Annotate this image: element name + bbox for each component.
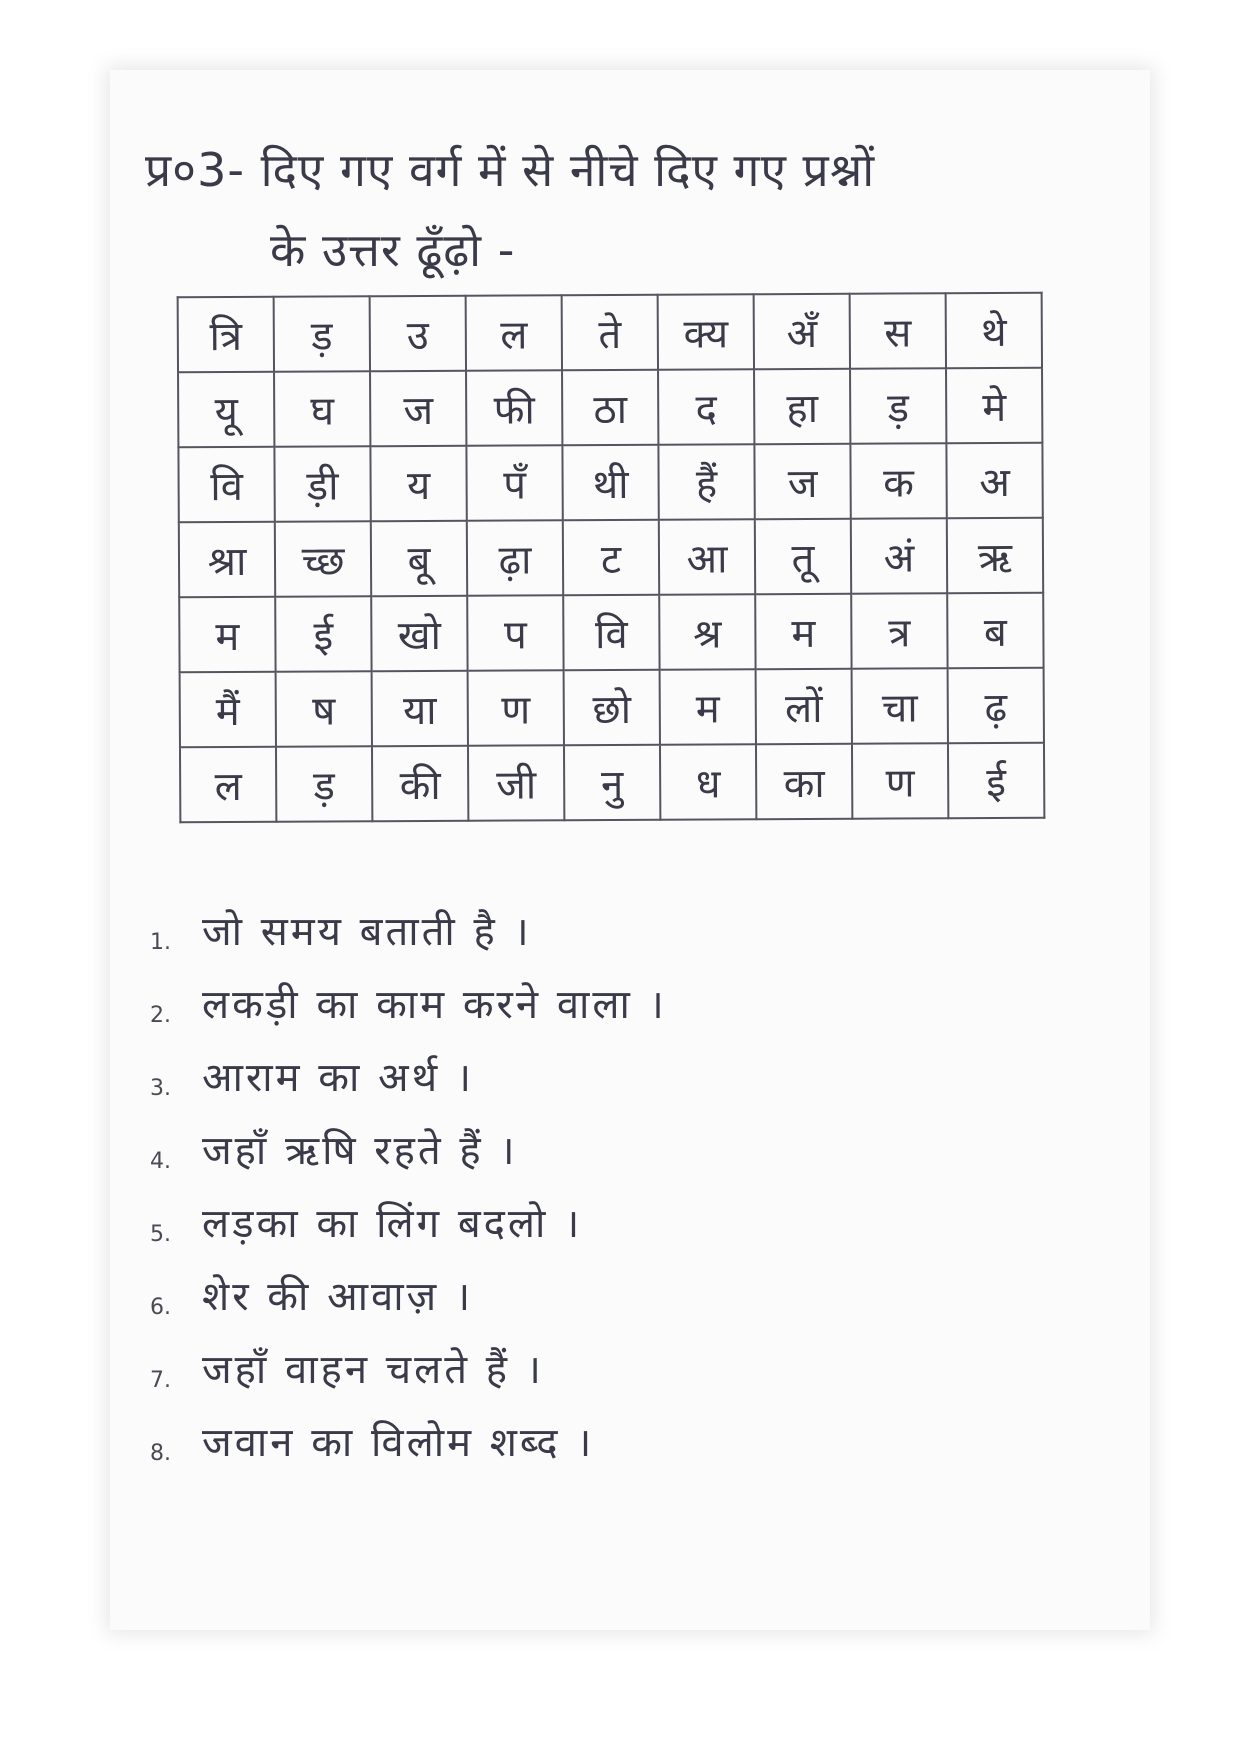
grid-cell: पँ (466, 445, 562, 521)
grid-cell: म (660, 669, 756, 745)
grid-cell: छो (564, 670, 660, 746)
grid-cell: म (179, 597, 275, 673)
question-number: 5. (150, 1222, 171, 1247)
grid-cell: ध (660, 744, 756, 820)
question-text: जो समय बताती है । (202, 909, 532, 955)
grid-cell: मे (946, 368, 1042, 444)
grid-cell: ढ़ा (467, 520, 563, 596)
grid-cell: क (850, 443, 946, 519)
grid-row (178, 293, 1042, 373)
grid-cell: ड़ी (274, 446, 370, 522)
grid-cell: म (755, 594, 851, 670)
grid-cell: की (372, 746, 468, 822)
question-number: 1. (150, 930, 171, 955)
grid-row (179, 518, 1043, 598)
grid-cell: य (370, 446, 466, 522)
grid-cell: हैं (658, 444, 754, 520)
grid-cell: ई (948, 743, 1044, 819)
grid-cell: ब (947, 593, 1043, 669)
grid-cell: तू (755, 519, 851, 595)
grid-cell: बू (371, 521, 467, 597)
grid-cell: अ (946, 443, 1042, 519)
grid-cell: वि (178, 447, 274, 523)
grid-cell: ष (276, 671, 372, 747)
grid-row (180, 668, 1044, 748)
grid-cell: ज (370, 371, 466, 447)
question-text: जहाँ ऋषि रहते हैं । (202, 1128, 518, 1174)
question-title-line2: के उत्तर ढूँढ़ो - (270, 223, 516, 277)
question-number: 3. (150, 1076, 171, 1101)
question-text: जहाँ वाहन चलते हैं । (202, 1347, 544, 1393)
grid-cell: लों (756, 669, 852, 745)
question-text: लकड़ी का काम करने वाला । (202, 982, 667, 1028)
grid-cell: अँ (754, 294, 850, 370)
grid-cell: फी (466, 370, 562, 446)
grid-cell: या (372, 671, 468, 747)
grid-cell: मैं (180, 672, 276, 748)
question-number: 6. (150, 1295, 171, 1320)
grid-cell: ण (468, 670, 564, 746)
grid-cell: आ (659, 519, 755, 595)
question-number: 4. (150, 1149, 171, 1174)
grid-cell: ज (754, 444, 850, 520)
grid-cell: थे (946, 293, 1042, 369)
grid-cell: द (658, 369, 754, 445)
grid-row (179, 593, 1043, 673)
grid-cell: त्र (851, 593, 947, 669)
grid-cell: जी (468, 745, 564, 821)
grid-cell: ल (466, 295, 562, 371)
question-number: 7. (150, 1368, 171, 1393)
question-text: जवान का विलोम शब्द । (202, 1420, 595, 1466)
grid-cell: ई (275, 596, 371, 672)
grid-row (178, 443, 1042, 523)
grid-cell: ऋ (947, 518, 1043, 594)
grid-cell: खो (371, 596, 467, 672)
question-text: शेर की आवाज़ । (202, 1274, 474, 1320)
grid-cell: श्रा (179, 522, 275, 598)
grid-cell: च्छ (275, 521, 371, 597)
grid-cell: ठा (562, 370, 658, 446)
grid-cell: नु (564, 745, 660, 821)
grid-cell: ण (852, 743, 948, 819)
grid-cell: हा (754, 369, 850, 445)
grid-cell: ते (562, 295, 658, 371)
question-number: 8. (150, 1441, 171, 1466)
grid-cell: का (756, 744, 852, 820)
grid-cell: ल (180, 747, 276, 823)
grid-row (180, 743, 1044, 823)
grid-cell: ढ़ (948, 668, 1044, 744)
grid-cell: चा (852, 668, 948, 744)
question-number: 2. (150, 1003, 171, 1028)
grid-cell: वि (563, 595, 659, 671)
grid-cell: ड़ (274, 296, 370, 372)
grid-cell: ड़ (850, 368, 946, 444)
grid-cell: ड़ (276, 746, 372, 822)
grid-cell: थी (562, 445, 658, 521)
grid-cell: उ (370, 296, 466, 372)
letter-grid (177, 292, 1046, 824)
grid-cell: यू (178, 372, 274, 448)
question-text: लड़का का लिंग बदलो । (202, 1201, 583, 1247)
question-text: आराम का अर्थ । (202, 1055, 475, 1101)
grid-cell: स (850, 293, 946, 369)
grid-cell: ट (563, 520, 659, 596)
grid-cell: श्र (659, 594, 755, 670)
grid-row (178, 368, 1042, 448)
question-title-line1: प्र०3- दिए गए वर्ग में से नीचे दिए गए प्रश्नों (145, 143, 876, 197)
grid-cell: अं (851, 518, 947, 594)
grid-cell: त्रि (178, 297, 274, 373)
grid-cell: क्य (658, 294, 754, 370)
grid-cell: प (467, 595, 563, 671)
grid-cell: घ (274, 371, 370, 447)
